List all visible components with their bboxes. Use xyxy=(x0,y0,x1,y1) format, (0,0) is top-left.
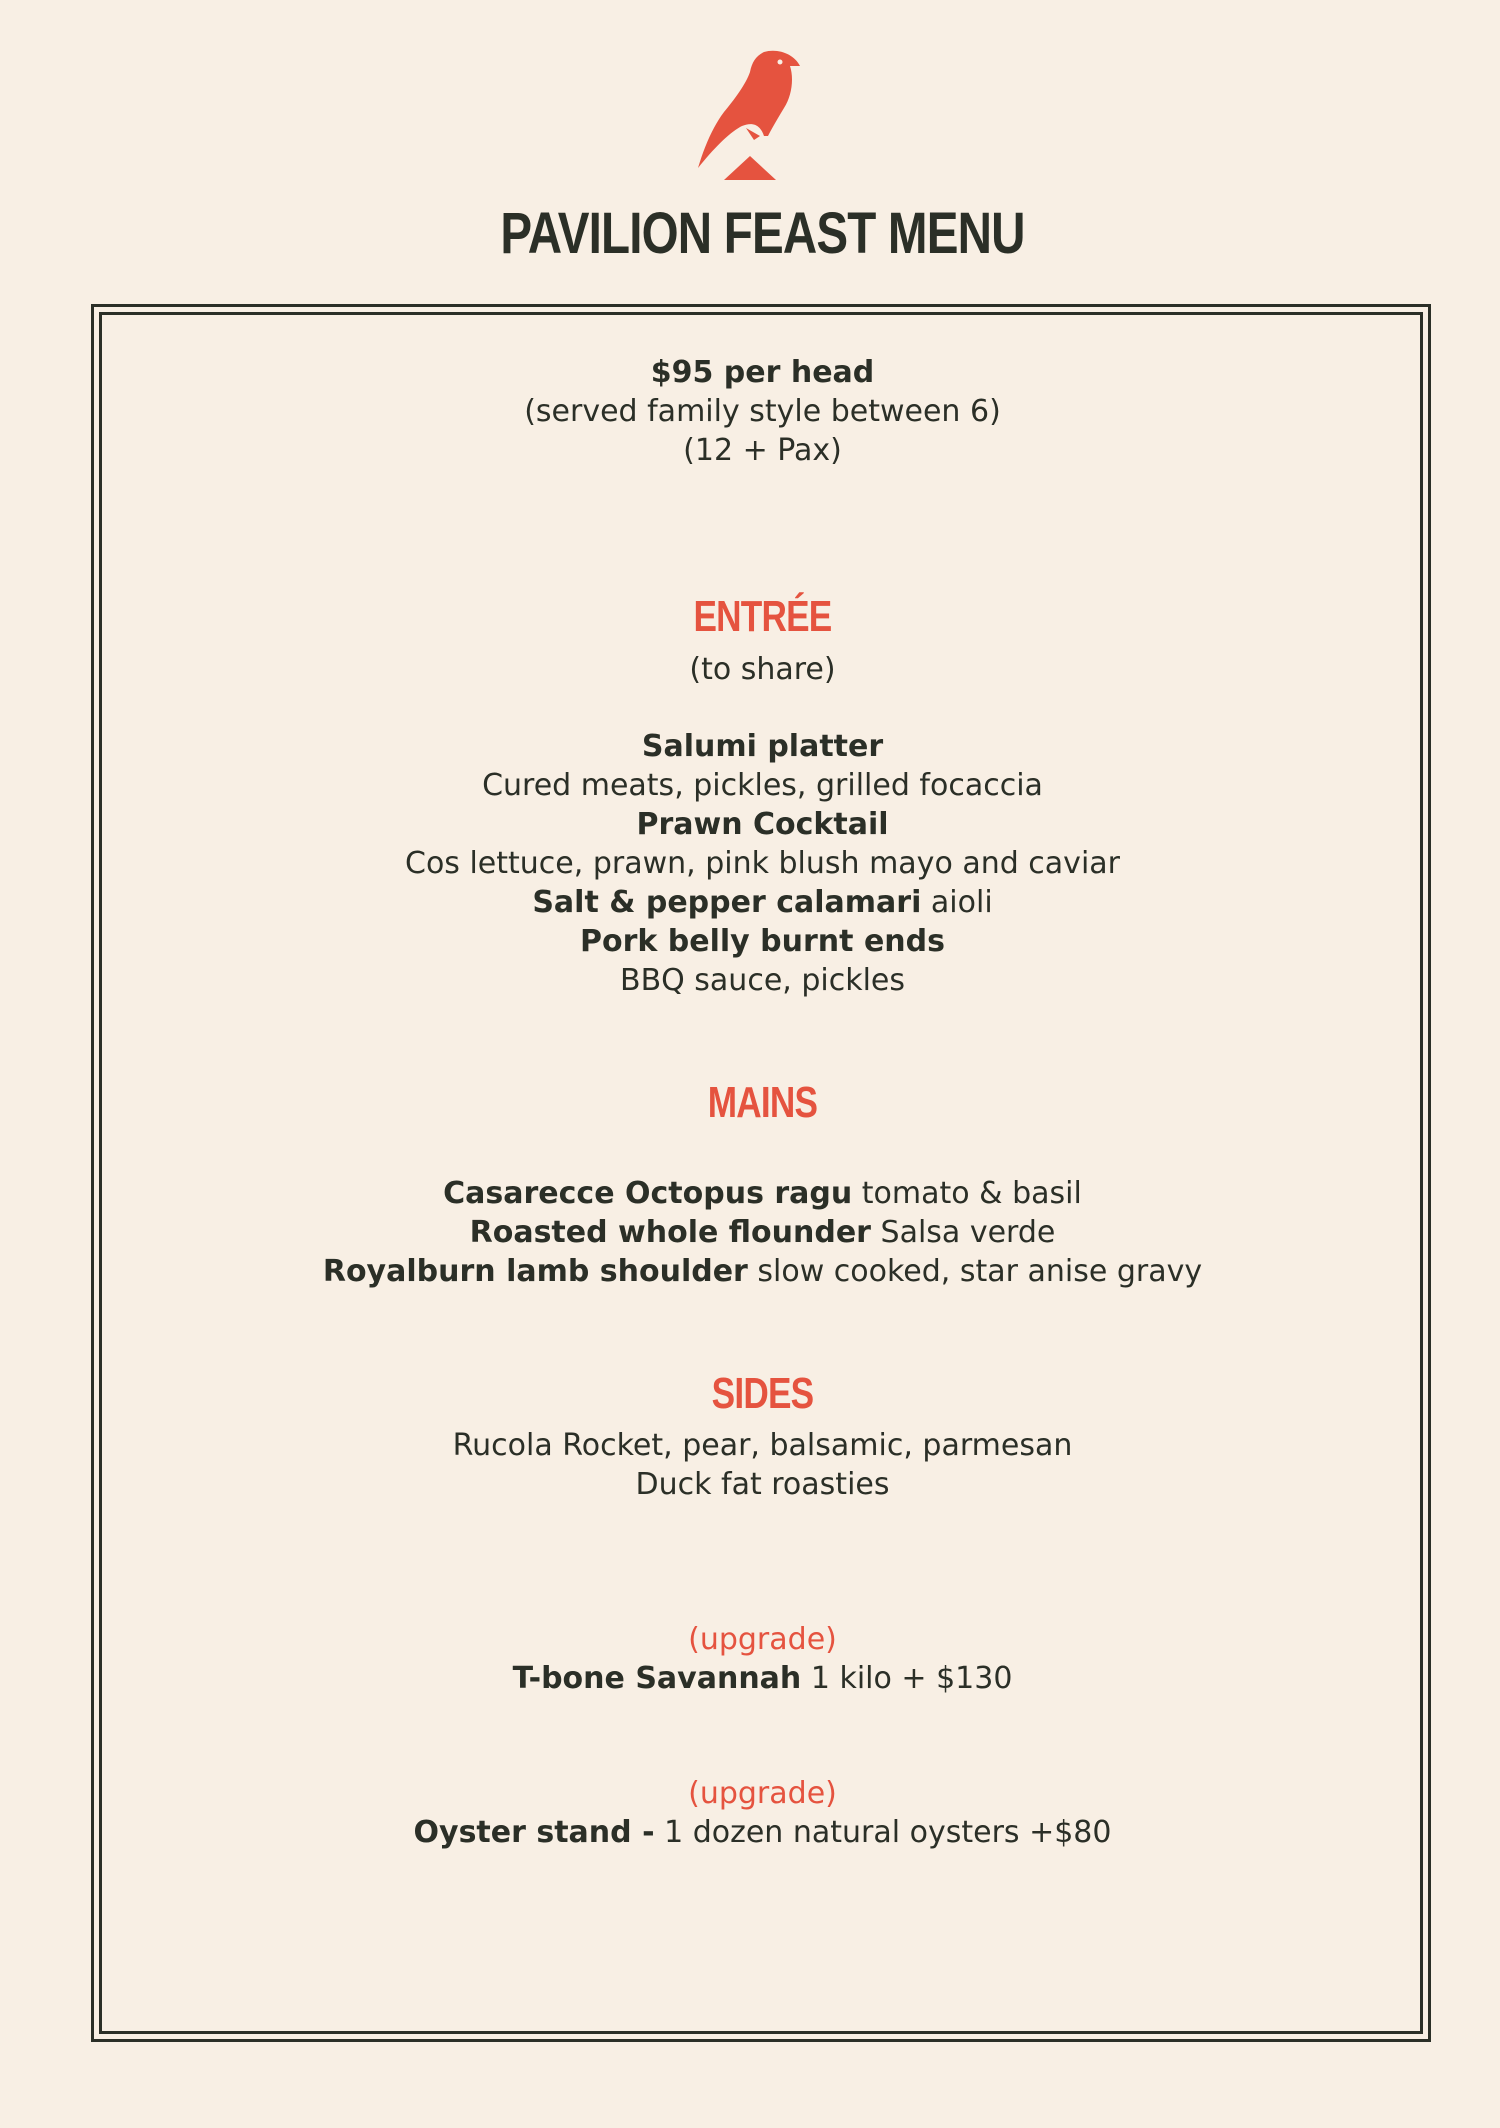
pax-note: (12 + Pax) xyxy=(683,433,842,468)
upgrade-item xyxy=(0,1813,1500,1852)
entree-item-desc: Cured meats, pickles, grilled focaccia xyxy=(482,768,1043,803)
entree-item-name: Salt & pepper calamari xyxy=(532,885,922,920)
mains-item-name: Royalburn lamb shoulder xyxy=(322,1254,748,1289)
price-per-head: $95 per head xyxy=(650,355,875,390)
entree-item xyxy=(0,883,1500,922)
entree-note: (to share) xyxy=(689,652,836,687)
mains-heading: MAINS xyxy=(707,1078,818,1127)
upgrade-item-name: T-bone Savannah xyxy=(512,1661,802,1696)
entree-item-name: Salumi platter xyxy=(641,729,884,764)
upgrade-label: (upgrade) xyxy=(688,1776,837,1811)
mains-item xyxy=(0,1213,1500,1252)
mains-item-desc: tomato & basil xyxy=(861,1176,1082,1211)
entree-item-desc: Cos lettuce, prawn, pink blush mayo and caviar xyxy=(405,846,1120,881)
mains-item-desc: Salsa verde xyxy=(880,1215,1056,1250)
upgrade-item-desc: 1 dozen natural oysters +$80 xyxy=(664,1815,1112,1850)
upgrade-item xyxy=(0,1659,1500,1698)
sides-item: Rucola Rocket, pear, balsamic, parmesan xyxy=(452,1428,1073,1463)
menu-title: PAVILION FEAST MENU xyxy=(500,201,1025,266)
entree-item-name: Prawn Cocktail xyxy=(636,807,889,842)
mains-item-name: Casarecce Octopus ragu xyxy=(443,1176,853,1211)
entree-item-desc: aioli xyxy=(930,885,993,920)
upgrade-item-desc: 1 kilo + $130 xyxy=(810,1661,1013,1696)
upgrade-item-name: Oyster stand - xyxy=(413,1815,655,1850)
serving-note: (served family style between 6) xyxy=(524,394,1001,429)
mains-item-desc: slow cooked, star anise gravy xyxy=(757,1254,1203,1289)
mains-item xyxy=(0,1252,1500,1291)
sides-item: Duck fat roasties xyxy=(635,1467,890,1502)
mains-item-name: Roasted whole flounder xyxy=(469,1215,871,1250)
entree-item-name: Pork belly burnt ends xyxy=(580,924,945,959)
upgrade-label: (upgrade) xyxy=(688,1622,837,1657)
entree-heading: ENTRÉE xyxy=(693,592,832,641)
sides-heading: SIDES xyxy=(711,1369,814,1418)
mains-item xyxy=(0,1174,1500,1213)
bird-logo-icon xyxy=(694,44,806,180)
entree-item-desc: BBQ sauce, pickles xyxy=(619,963,906,998)
